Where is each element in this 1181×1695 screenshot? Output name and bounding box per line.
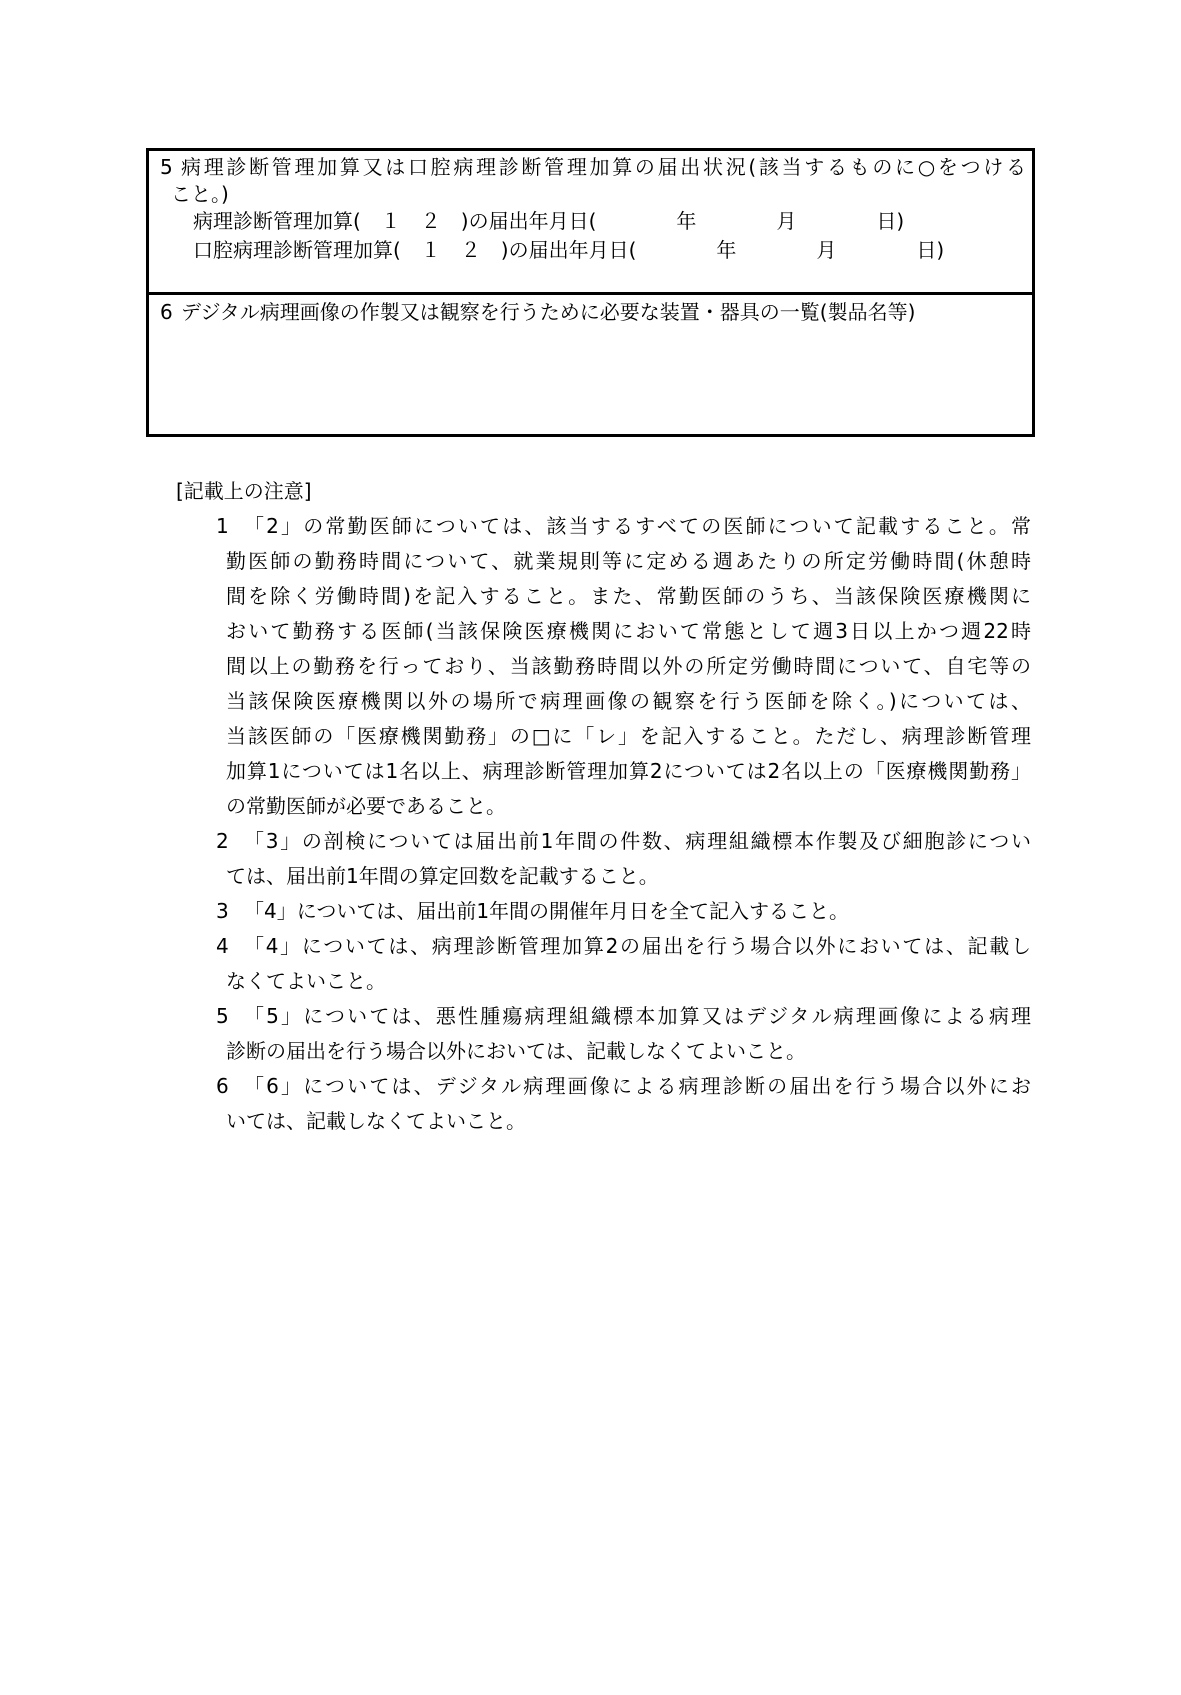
- section5-heading: 病理診断管理加算又は口腔病理診断管理加算の届出状況(該当するものに○をつける: [181, 155, 1026, 179]
- note-number: 5: [216, 1004, 229, 1028]
- oral-pathology-addition-row: 口腔病理診断管理加算( １ ２ )の届出年月日( 年 月 日): [193, 238, 945, 262]
- pathology-addition-row: 病理診断管理加算( １ ２ )の届出年月日( 年 月 日): [193, 209, 905, 233]
- note-line: いては、記載しなくてよいこと。: [226, 1109, 526, 1133]
- note-line: 「3」の剖検については届出前1年間の件数、病理組織標本作製及び細胞診につい: [244, 829, 1031, 853]
- note-line: おいて勤務する医師(当該保険医療機関において常態として週3日以上かつ週22時: [226, 619, 1031, 643]
- note-line: 「4」については、病理診断管理加算2の届出を行う場合以外においては、記載し: [244, 934, 1031, 958]
- note-number: 6: [216, 1074, 229, 1098]
- table-divider: [149, 292, 1032, 295]
- note-line: 「5」については、悪性腫瘍病理組織標本加算又はデジタル病理画像による病理: [244, 1004, 1031, 1028]
- note-line: なくてよいこと。: [226, 969, 386, 993]
- note-line: 診断の届出を行う場合以外においては、記載しなくてよいこと。: [226, 1039, 806, 1063]
- section6-number: 6: [160, 300, 173, 324]
- note-line: 間以上の勤務を行っており、当該勤務時間以外の所定労働時間について、自宅等の: [226, 654, 1031, 678]
- note-line: 当該保険医療機関以外の場所で病理画像の観察を行う医師を除く。)については、: [226, 689, 1031, 713]
- note-number: 1: [216, 514, 229, 538]
- section6-heading: デジタル病理画像の作製又は観察を行うために必要な装置・器具の一覧(製品名等): [181, 300, 916, 324]
- note-number: 2: [216, 829, 229, 853]
- form-table: [146, 148, 1035, 437]
- section5-number: 5: [160, 155, 173, 179]
- note-line: 「2」の常勤医師については、該当するすべての医師について記載すること。常: [244, 514, 1031, 538]
- note-number: 4: [216, 934, 229, 958]
- note-line: 間を除く労働時間)を記入すること。また、常勤医師のうち、当該保険医療機関に: [226, 584, 1031, 608]
- note-line: 「6」については、デジタル病理画像による病理診断の届出を行う場合以外にお: [244, 1074, 1031, 1098]
- notes-title: [記載上の注意]: [176, 479, 312, 503]
- note-line: 勤医師の勤務時間について、就業規則等に定める週あたりの所定労働時間(休憩時: [226, 549, 1031, 573]
- note-line: の常勤医師が必要であること。: [226, 794, 506, 818]
- equipment-list-field[interactable]: [149, 327, 1032, 434]
- note-line: 「4」については、届出前1年間の開催年月日を全て記入すること。: [244, 899, 850, 923]
- note-line: ては、届出前1年間の算定回数を記載すること。: [226, 864, 659, 888]
- section5-heading-cont: こと。): [171, 182, 229, 206]
- note-line: 当該医師の「医療機関勤務」の□に「レ」を記入すること。ただし、病理診断管理: [226, 724, 1031, 748]
- note-number: 3: [216, 899, 229, 923]
- note-line: 加算1については1名以上、病理診断管理加算2については2名以上の「医療機関勤務」: [226, 759, 1031, 783]
